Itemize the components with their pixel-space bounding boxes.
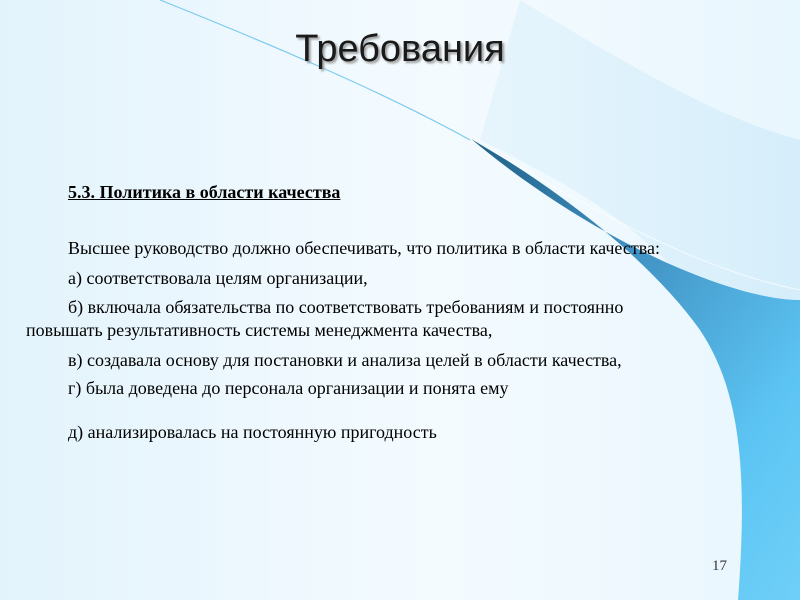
page-number: 17 — [712, 558, 727, 574]
list-item-e: д) анализировалась на постоянную пригодность — [68, 422, 437, 442]
list-item-b-line2: повышать результативность системы менеджмента качества, — [26, 320, 493, 340]
list-item-d: г) была доведена до персонала организации и понята ему — [68, 378, 509, 398]
slide-title: Требования — [295, 28, 505, 70]
list-item-c: в) создавала основу для постановки и анализа целей в области качества, — [68, 350, 622, 370]
intro-text: Высшее руководство должно обеспечивать, что политика в области качества: — [68, 238, 660, 258]
section-heading: 5.3. Политика в области качества — [68, 182, 341, 202]
list-item-b-line1: б) включала обязательства по соответствовать требованиям и постоянно — [68, 297, 624, 317]
list-item-a: а) соответствовала целям организации, — [68, 268, 368, 288]
